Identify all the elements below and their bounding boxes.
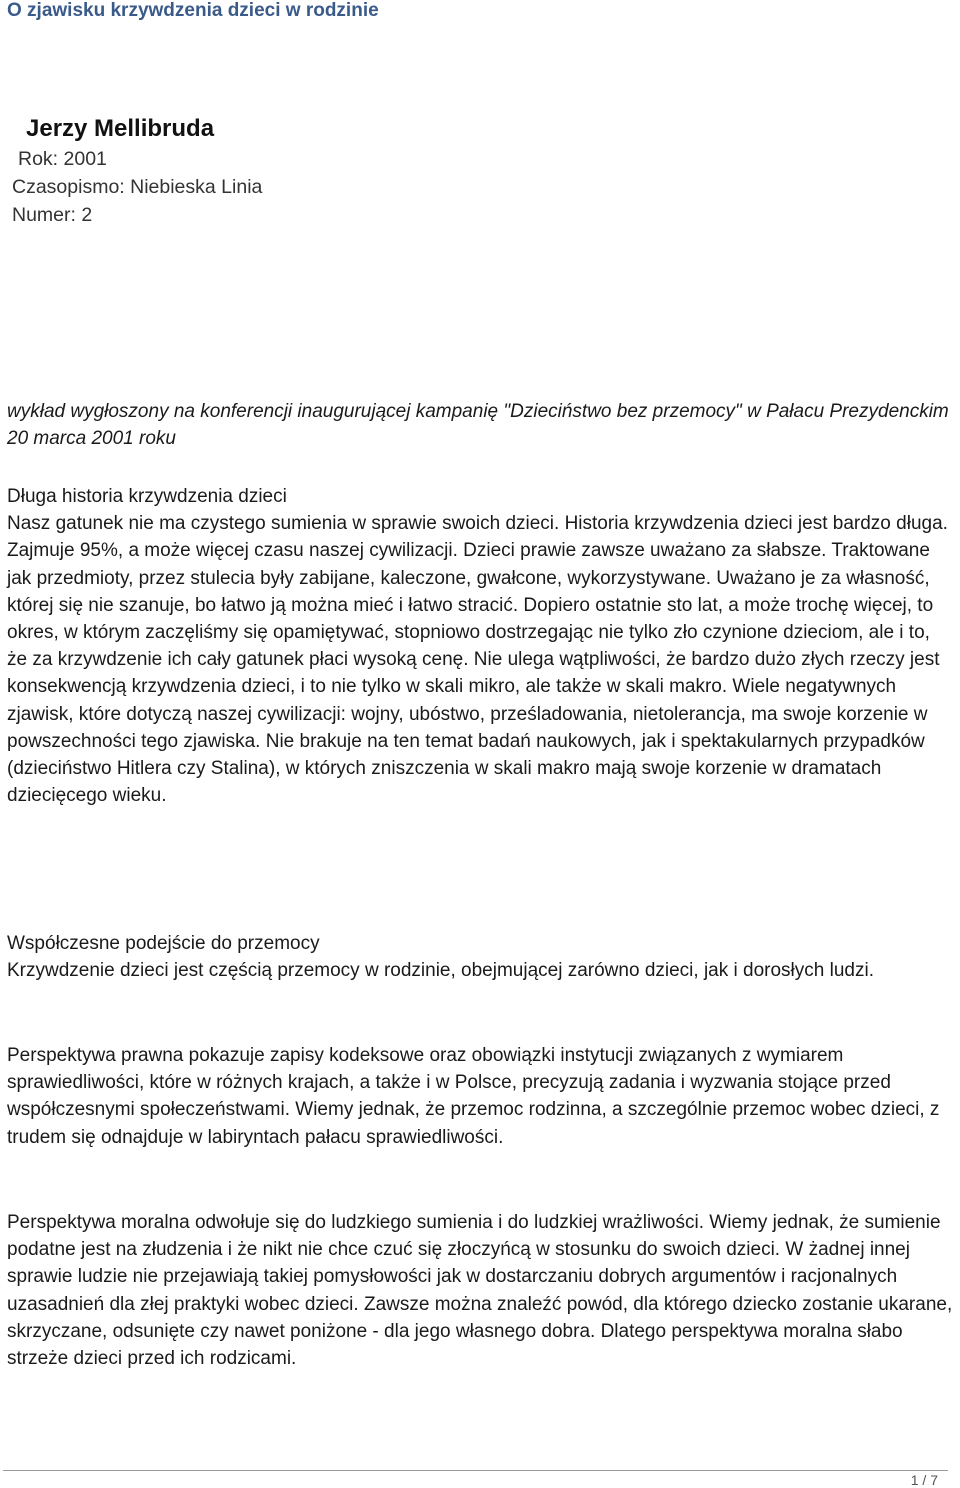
author-block bbox=[12, 113, 262, 229]
section-heading: Współczesne podejście do przemocy bbox=[7, 933, 320, 954]
document-title: O zjawisku krzywdzenia dzieci w rodzinie bbox=[7, 0, 379, 21]
paragraph-body: Perspektywa moralna odwołuje się do ludzkiego sumienia i do ludzkiej wrażliwości. Wiemy jednak, że sumienie podatne jest na złudzenia i że nikt nie chce czuć się złoczyńcą w stosunku do swoich dzieci. W żadnej innej sprawie ludzie nie przejawiają takiej pomysłowości jak w dostarczaniu dobrych argumentów i racjonalnych uzasadnień dla złej praktyki wobec dzieci. Zawsze można znaleźć powód, dla którego dziecko zostanie ukarane, skrzyczane, odsunięte czy nawet poniżone - dla jego własnego dobra. Dlatego perspektywa moralna słabo strzeże dzieci przed ich rodzicami. bbox=[7, 1212, 953, 1370]
year-line: Rok: 2001 bbox=[18, 148, 107, 170]
footer-divider bbox=[3, 1470, 948, 1471]
section-history bbox=[7, 483, 953, 809]
journal-line: Czasopismo: Niebieska Linia bbox=[12, 176, 263, 198]
section-body: Nasz gatunek nie ma czystego sumienia w sprawie swoich dzieci. Historia krzywdzenia dzieci jest bardzo długa. Zajmuje 95%, a może więcej czasu naszej cywilizacji. Dzieci prawie zawsze uważano za słabsze. Traktowane jak przedmioty, przez stulecia były zabijane, kaleczone, gwałcone, wykorzystywane. Uważano je za własność, której się nie szanuje, bo łatwo ją można mieć i łatwo stracić. Dopiero ostatnie sto lat, a może trochę więcej, to okres, w którym zaczęliśmy się opamiętywać, stopniowo dostrzegając nie tylko zło czynione dzieciom, ale i to, że za krzywdzenie ich cały gatunek płaci wysoką cenę. Nie ulega wątpliwości, że bardzo dużo złych rzeczy jest konsekwencją krzywdzenia dzieci, i to nie tylko w skali mikro, ale także w skali makro. Wiele negatywnych zjawisk, które dotyczą naszej cywilizacji: wojny, ubóstwo, prześladowania, nietolerancja, ma swoje korzenie w powszechności tego zjawiska. Nie brakuje na ten temat badań naukowych, jak i spektakularnych przypadków (dzieciństwo Hitlera czy Stalina), w których zniszczenia w skali makro mają swoje korzenie w dramatach dziecięcego wieku. bbox=[7, 513, 948, 807]
paragraph-moral-perspective bbox=[7, 1209, 953, 1372]
issue-line: Numer: 2 bbox=[12, 204, 93, 226]
section-heading: Długa historia krzywdzenia dzieci bbox=[7, 486, 287, 507]
paragraph-body: Perspektywa prawna pokazuje zapisy kodeksowe oraz obowiązki instytucji związanych z wymiarem sprawiedliwości, które w różnych krajach, a także i w Polsce, precyzują zadania i wyzwania stojące przed współczesnymi społeczeństwami. Wiemy jednak, że przemoc rodzinna, a szczególnie przemoc wobec dzieci, z trudem się odnajduje w labiryntach pałacu sprawiedliwości. bbox=[7, 1045, 940, 1148]
section-modern-approach bbox=[7, 930, 953, 984]
page-number: 1 / 7 bbox=[910, 1472, 938, 1488]
section-body: Krzywdzenie dzieci jest częścią przemocy w rodzinie, obejmującej zarówno dzieci, jak i dorosłych ludzi. bbox=[7, 960, 874, 982]
paragraph-legal-perspective bbox=[7, 1042, 953, 1151]
lecture-intro: wykład wygłoszony na konferencji inaugurującej kampanię "Dzieciństwo bez przemocy" w Pałacu Prezydenckim 20 marca 2001 roku bbox=[7, 401, 949, 450]
author-name: Jerzy Mellibruda bbox=[26, 115, 215, 142]
